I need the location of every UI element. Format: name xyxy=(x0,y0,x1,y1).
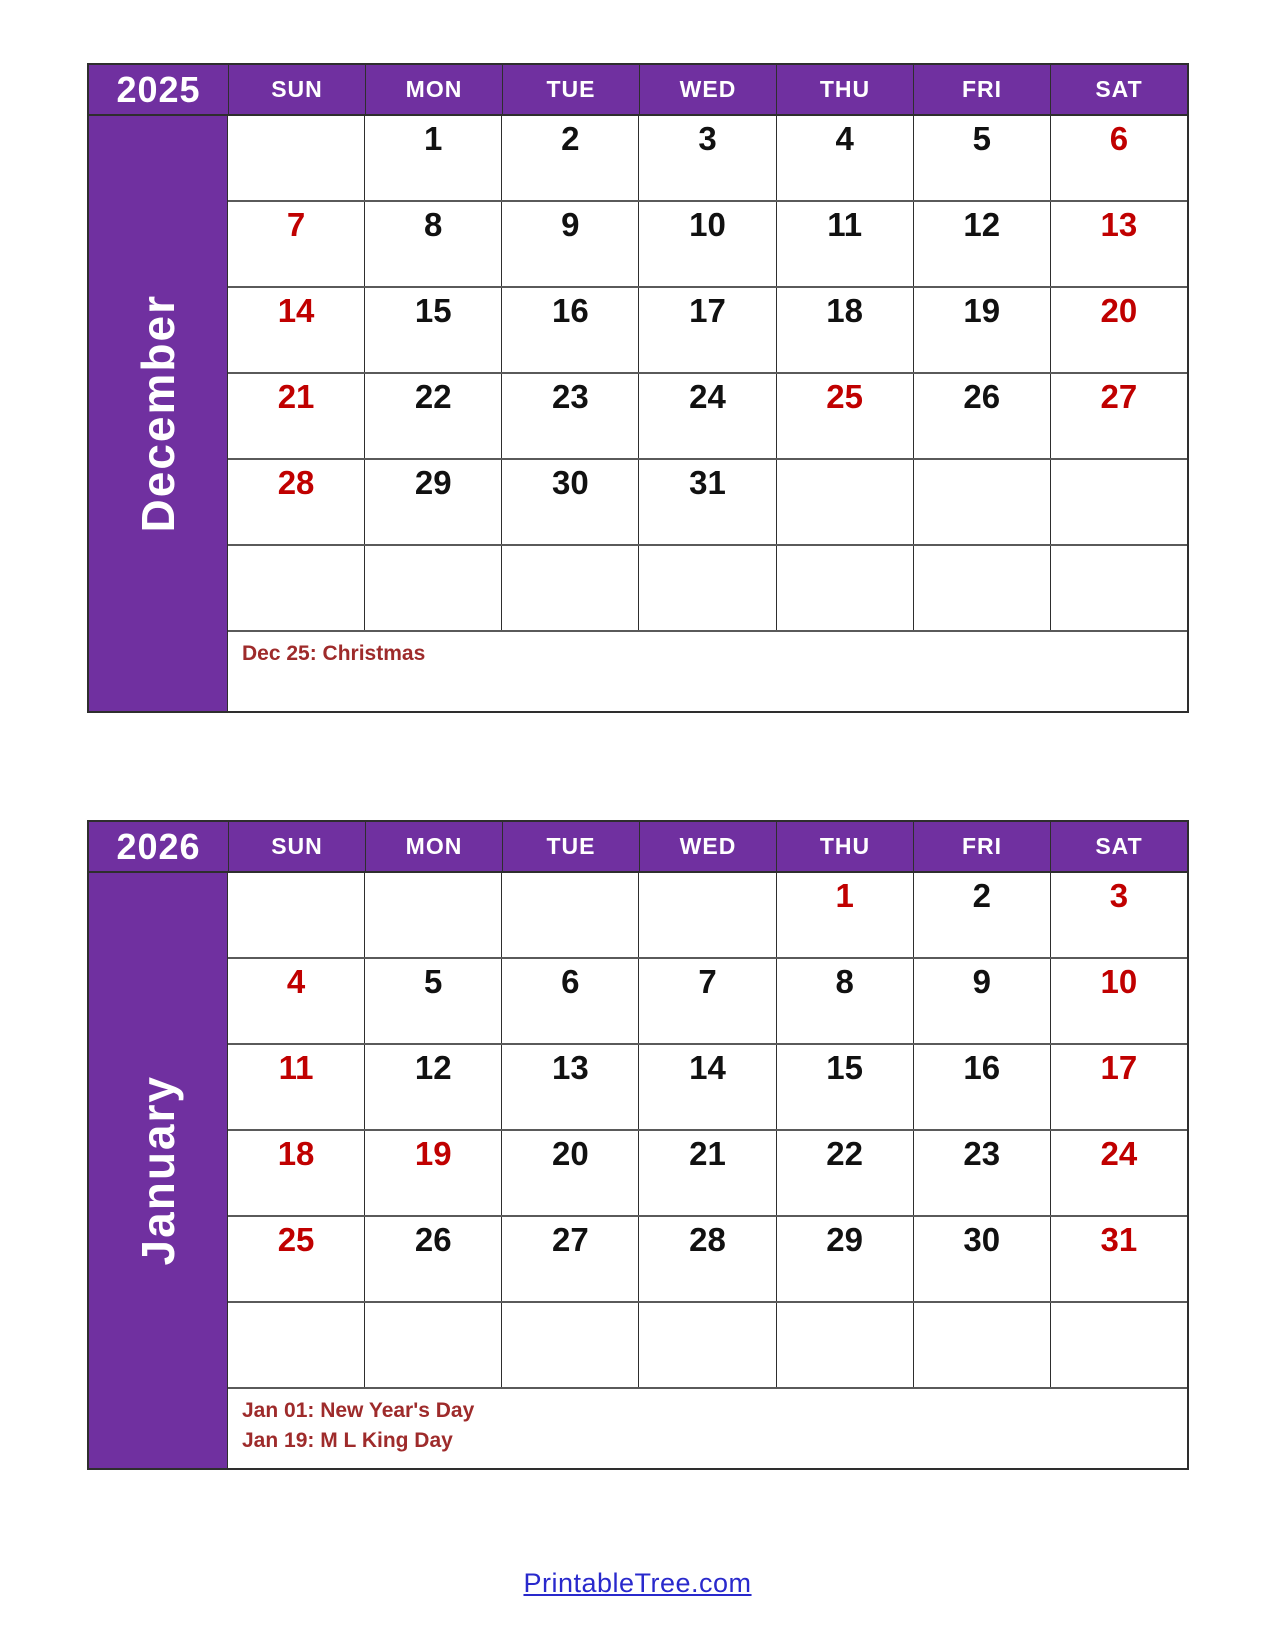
day-cell xyxy=(776,288,913,372)
date-number: 7 xyxy=(286,206,306,243)
day-cell xyxy=(1050,202,1187,286)
date-number: 5 xyxy=(972,120,991,157)
date-number: 16 xyxy=(963,1049,1001,1086)
date-number: 4 xyxy=(835,120,854,157)
day-cell xyxy=(364,288,501,372)
date-number: 15 xyxy=(826,1049,863,1086)
weekday-header-sat: SAT xyxy=(1050,822,1187,871)
calendar-header-row xyxy=(89,822,1187,873)
day-cell xyxy=(776,374,913,458)
day-cell xyxy=(913,1045,1050,1129)
date-number: 10 xyxy=(1100,963,1138,1000)
calendar-body xyxy=(89,873,1187,1468)
day-cell xyxy=(501,288,638,372)
weekday-header-thu: THU xyxy=(776,822,913,871)
day-cell xyxy=(913,873,1050,957)
day-cell xyxy=(228,288,364,372)
day-cell xyxy=(364,1303,501,1387)
day-cell xyxy=(501,959,638,1043)
date-number: 9 xyxy=(561,206,580,243)
weekday-header-wed: WED xyxy=(639,65,776,114)
day-cell xyxy=(228,959,364,1043)
date-number: 18 xyxy=(826,292,863,329)
month-grid xyxy=(227,116,1187,711)
day-cell xyxy=(913,116,1050,200)
day-cell xyxy=(776,959,913,1043)
date-number: 14 xyxy=(689,1049,726,1086)
day-cell xyxy=(364,1217,501,1301)
day-cell xyxy=(1050,1217,1187,1301)
day-cell xyxy=(638,374,775,458)
date-number: 9 xyxy=(972,963,991,1000)
day-cell xyxy=(913,1131,1050,1215)
day-cell xyxy=(638,1131,775,1215)
date-number: 6 xyxy=(561,963,580,1000)
weekday-header-sun: SUN xyxy=(228,65,365,114)
date-number: 17 xyxy=(1100,1049,1138,1086)
date-number: 31 xyxy=(1100,1221,1138,1258)
day-cell xyxy=(1050,374,1187,458)
holiday-note: Jan 01: New Year's Day xyxy=(242,1399,475,1422)
day-cell xyxy=(638,460,775,544)
weekday-header-tue: TUE xyxy=(502,65,639,114)
day-cell xyxy=(501,374,638,458)
day-cell xyxy=(638,288,775,372)
date-number: 21 xyxy=(277,378,315,415)
week-row xyxy=(228,1303,1187,1389)
day-cell xyxy=(638,1217,775,1301)
date-number: 4 xyxy=(286,963,306,1000)
month-sidebar xyxy=(89,116,227,711)
weekday-header-mon: MON xyxy=(365,822,502,871)
week-row xyxy=(228,959,1187,1045)
month-grid xyxy=(227,873,1187,1468)
day-cell xyxy=(638,873,775,957)
date-number: 14 xyxy=(277,292,315,329)
date-number: 22 xyxy=(826,1135,863,1172)
date-number: 6 xyxy=(1109,120,1129,157)
date-number: 31 xyxy=(689,464,726,501)
day-cell xyxy=(638,959,775,1043)
date-number: 15 xyxy=(414,292,452,329)
week-row xyxy=(228,374,1187,460)
month-sidebar xyxy=(89,873,227,1468)
date-number: 12 xyxy=(414,1049,452,1086)
date-number: 23 xyxy=(551,378,589,415)
month-block-december xyxy=(87,63,1189,713)
weekday-header-thu: THU xyxy=(776,65,913,114)
day-cell xyxy=(913,1217,1050,1301)
date-number: 20 xyxy=(1100,292,1138,329)
day-cell xyxy=(501,460,638,544)
footer xyxy=(0,1568,1275,1599)
day-cell xyxy=(776,116,913,200)
day-cell xyxy=(913,460,1050,544)
day-cell xyxy=(1050,288,1187,372)
weekday-header-wed: WED xyxy=(639,822,776,871)
date-number: 17 xyxy=(689,292,726,329)
day-cell xyxy=(364,1045,501,1129)
day-cell xyxy=(776,460,913,544)
day-cell xyxy=(776,1217,913,1301)
month-name-label: January xyxy=(132,1075,184,1266)
date-number: 20 xyxy=(551,1135,589,1172)
day-cell xyxy=(228,1131,364,1215)
week-row xyxy=(228,873,1187,959)
date-number: 11 xyxy=(278,1049,314,1086)
date-number: 10 xyxy=(689,206,726,243)
week-row xyxy=(228,1131,1187,1217)
day-cell xyxy=(638,116,775,200)
date-number: 5 xyxy=(424,963,443,1000)
date-number: 25 xyxy=(277,1221,315,1258)
date-number: 13 xyxy=(1100,206,1138,243)
date-number: 30 xyxy=(551,464,589,501)
date-number: 3 xyxy=(698,120,717,157)
day-cell xyxy=(913,202,1050,286)
month-block-january xyxy=(87,820,1189,1470)
day-cell xyxy=(228,1217,364,1301)
weekday-header-sun: SUN xyxy=(228,822,365,871)
date-number: 16 xyxy=(551,292,589,329)
calendar-body xyxy=(89,116,1187,711)
day-cell xyxy=(228,873,364,957)
day-cell xyxy=(776,1045,913,1129)
day-cell xyxy=(776,1131,913,1215)
day-cell xyxy=(501,116,638,200)
day-cell xyxy=(364,116,501,200)
day-cell xyxy=(638,202,775,286)
day-cell xyxy=(1050,1045,1187,1129)
date-number: 12 xyxy=(963,206,1001,243)
day-cell xyxy=(364,202,501,286)
date-number: 30 xyxy=(963,1221,1001,1258)
day-cell xyxy=(501,1045,638,1129)
day-cell xyxy=(364,959,501,1043)
day-cell xyxy=(776,1303,913,1387)
day-cell xyxy=(228,1303,364,1387)
weekday-header-fri: FRI xyxy=(913,65,1050,114)
holiday-note: Jan 19: M L King Day xyxy=(242,1428,453,1452)
day-cell xyxy=(1050,1131,1187,1215)
week-row xyxy=(228,546,1187,632)
year-label: 2025 xyxy=(89,65,228,114)
day-cell xyxy=(638,546,775,630)
calendar-header-row xyxy=(89,65,1187,116)
day-cell xyxy=(638,1045,775,1129)
day-cell xyxy=(1050,116,1187,200)
day-cell xyxy=(1050,546,1187,630)
day-cell xyxy=(228,546,364,630)
date-number: 13 xyxy=(551,1049,589,1086)
weekday-header-tue: TUE xyxy=(502,822,639,871)
day-cell xyxy=(776,202,913,286)
day-cell xyxy=(228,202,364,286)
date-number: 18 xyxy=(277,1135,315,1172)
day-cell xyxy=(776,546,913,630)
date-number: 29 xyxy=(826,1221,863,1258)
date-number: 26 xyxy=(963,378,1001,415)
holiday-note: Dec 25: Christmas xyxy=(242,642,426,665)
day-cell xyxy=(501,546,638,630)
day-cell xyxy=(501,1303,638,1387)
day-cell xyxy=(228,1045,364,1129)
week-row xyxy=(228,1045,1187,1131)
day-cell xyxy=(913,288,1050,372)
week-row xyxy=(228,202,1187,288)
date-number: 25 xyxy=(826,378,863,415)
day-cell xyxy=(228,374,364,458)
date-number: 7 xyxy=(698,963,717,1000)
week-row xyxy=(228,288,1187,374)
day-cell xyxy=(501,202,638,286)
day-cell xyxy=(913,374,1050,458)
day-cell xyxy=(913,959,1050,1043)
date-number: 19 xyxy=(963,292,1001,329)
date-number: 19 xyxy=(414,1135,452,1172)
date-number: 21 xyxy=(689,1135,726,1172)
day-cell xyxy=(501,1131,638,1215)
holiday-notes xyxy=(228,1389,1187,1468)
day-cell xyxy=(364,1131,501,1215)
year-label: 2026 xyxy=(89,822,228,871)
date-number: 1 xyxy=(424,120,443,157)
date-number: 23 xyxy=(963,1135,1001,1172)
month-name-label: December xyxy=(132,294,184,533)
day-cell xyxy=(501,873,638,957)
date-number: 26 xyxy=(414,1221,452,1258)
date-number: 27 xyxy=(551,1221,589,1258)
weekday-header-sat: SAT xyxy=(1050,65,1187,114)
day-cell xyxy=(364,546,501,630)
day-cell xyxy=(913,1303,1050,1387)
weekday-header-mon: MON xyxy=(365,65,502,114)
date-number: 24 xyxy=(1100,1135,1138,1172)
holiday-notes xyxy=(228,632,1187,711)
day-cell xyxy=(228,460,364,544)
day-cell xyxy=(364,873,501,957)
day-cell xyxy=(1050,460,1187,544)
date-number: 22 xyxy=(414,378,452,415)
day-cell xyxy=(501,1217,638,1301)
day-cell xyxy=(776,873,913,957)
date-number: 8 xyxy=(835,963,854,1000)
day-cell xyxy=(228,116,364,200)
week-row xyxy=(228,460,1187,546)
footer-link[interactable]: PrintableTree.com xyxy=(523,1568,752,1598)
day-cell xyxy=(364,374,501,458)
date-number: 2 xyxy=(972,877,991,914)
weekday-header-fri: FRI xyxy=(913,822,1050,871)
date-number: 11 xyxy=(827,206,863,243)
date-number: 28 xyxy=(277,464,315,501)
date-number: 3 xyxy=(1109,877,1129,914)
date-number: 27 xyxy=(1100,378,1138,415)
date-number: 28 xyxy=(689,1221,726,1258)
week-row xyxy=(228,116,1187,202)
day-cell xyxy=(364,460,501,544)
day-cell xyxy=(1050,1303,1187,1387)
day-cell xyxy=(1050,873,1187,957)
day-cell xyxy=(638,1303,775,1387)
date-number: 8 xyxy=(424,206,443,243)
date-number: 2 xyxy=(561,120,580,157)
date-number: 29 xyxy=(414,464,452,501)
day-cell xyxy=(1050,959,1187,1043)
day-cell xyxy=(913,546,1050,630)
date-number: 1 xyxy=(835,877,854,914)
week-row xyxy=(228,1217,1187,1303)
date-number: 24 xyxy=(689,378,726,415)
